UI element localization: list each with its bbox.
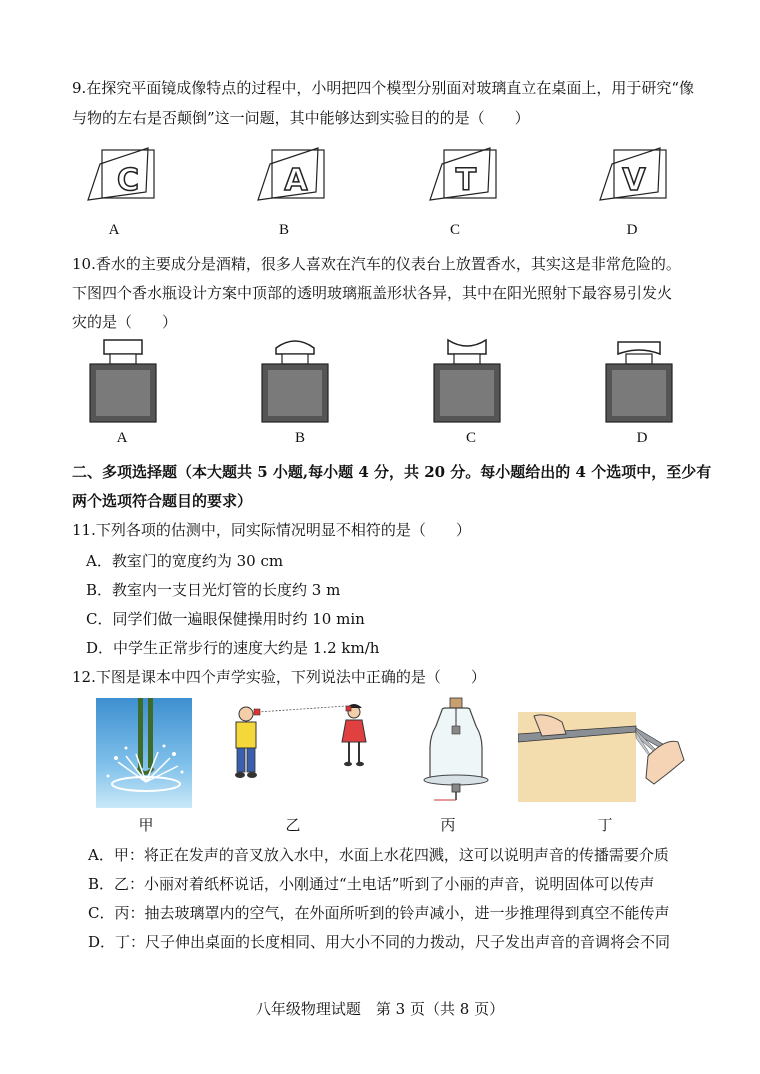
q9-option-a-label: A (108, 222, 120, 238)
section-2-heading-line-1: 二、多项选择题（本大题共 5 小题,每小题 4 分，共 20 分。每小题给出的 4 个选项中，至少有 (72, 463, 712, 481)
svg-text:V: V (622, 163, 646, 198)
q12-stem: 12.下图是课本中四个声学实验，下列说法中正确的是（ ） (72, 668, 486, 686)
q11-option-b: B．教室内一支日光灯管的长度约 3 m (86, 581, 341, 599)
q9-option-d-label: D (626, 222, 638, 238)
q10-option-b-label: B (294, 430, 305, 446)
q9-line-1: 9.在探究平面镜成像特点的过程中，小明把四个模型分别面对玻璃直立在桌面上，用于研究“像 (72, 79, 694, 97)
q10-line-1: 10.香水的主要成分是酒精，很多人喜欢在汽车的仪表台上放置香水，其实这是非常危险的。 (72, 255, 681, 273)
q12-option-d: D．丁：尺子伸出桌面的长度相同、用大小不同的力拨动，尺子发出声音的音调将会不同 (88, 933, 671, 951)
bell-jar-figure (420, 696, 490, 806)
q11-option-d: D．中学生正常步行的速度大约是 1.2 km/h (86, 639, 380, 657)
q9-line-2: 与物的左右是否颠倒”这一问题，其中能够达到实验目的的是（ ） (72, 109, 530, 127)
perfume-bottle-c-figure (432, 338, 502, 424)
q12-option-c: C．丙：抽去玻璃罩内的空气，在外面所听到的铃声减小，进一步推理得到真空不能传声 (88, 904, 670, 922)
ruler-on-desk-figure (518, 712, 688, 804)
mirror-letter-a-figure (256, 142, 326, 212)
svg-text:T: T (455, 163, 477, 198)
q12-caption-bing: 丙 (440, 816, 456, 834)
perfume-bottle-a-figure (88, 338, 158, 424)
q10-line-3: 灾的是（ ） (72, 313, 178, 331)
svg-text:C: C (116, 163, 140, 198)
mirror-letter-t-figure (428, 142, 498, 212)
q12-option-b: B．乙：小丽对着纸杯说话，小刚通过“土电话”听到了小丽的声音，说明固体可以传声 (88, 875, 655, 893)
q11-option-c: C．同学们做一遍眼保健操用时约 10 min (86, 610, 365, 628)
svg-text:A: A (284, 163, 308, 198)
perfume-bottle-b-figure (260, 338, 330, 424)
q10-option-a-label: A (116, 430, 128, 446)
q11-option-a: A．教室门的宽度约为 30 cm (86, 552, 284, 570)
q10-option-d-label: D (636, 430, 648, 446)
q10-line-2: 下图四个香水瓶设计方案中顶部的透明玻璃瓶盖形状各异，其中在阳光照射下最容易引发火 (72, 284, 673, 302)
tuning-fork-water-photo (96, 698, 192, 808)
q10-option-c-label: C (465, 430, 476, 446)
string-telephone-figure (228, 700, 378, 800)
mirror-letter-v-figure (598, 142, 668, 212)
q9-option-c-label: C (449, 222, 460, 238)
mirror-letter-c-figure (86, 142, 156, 212)
q12-caption-ding: 丁 (597, 816, 613, 834)
perfume-bottle-d-figure (604, 338, 674, 424)
page-footer: 八年级物理试题 第 3 页（共 8 页） (255, 1000, 505, 1018)
q9-option-b-label: B (278, 222, 289, 238)
q12-caption-jia: 甲 (138, 816, 154, 834)
section-2-heading-line-2: 两个选项符合题目的要求） (72, 492, 253, 510)
q11-stem: 11.下列各项的估测中，同实际情况明显不相符的是（ ） (72, 521, 471, 539)
q12-caption-yi: 乙 (285, 816, 301, 834)
q12-option-a: A．甲：将正在发声的音叉放入水中，水面上水花四溅，这可以说明声音的传播需要介质 (88, 846, 669, 864)
